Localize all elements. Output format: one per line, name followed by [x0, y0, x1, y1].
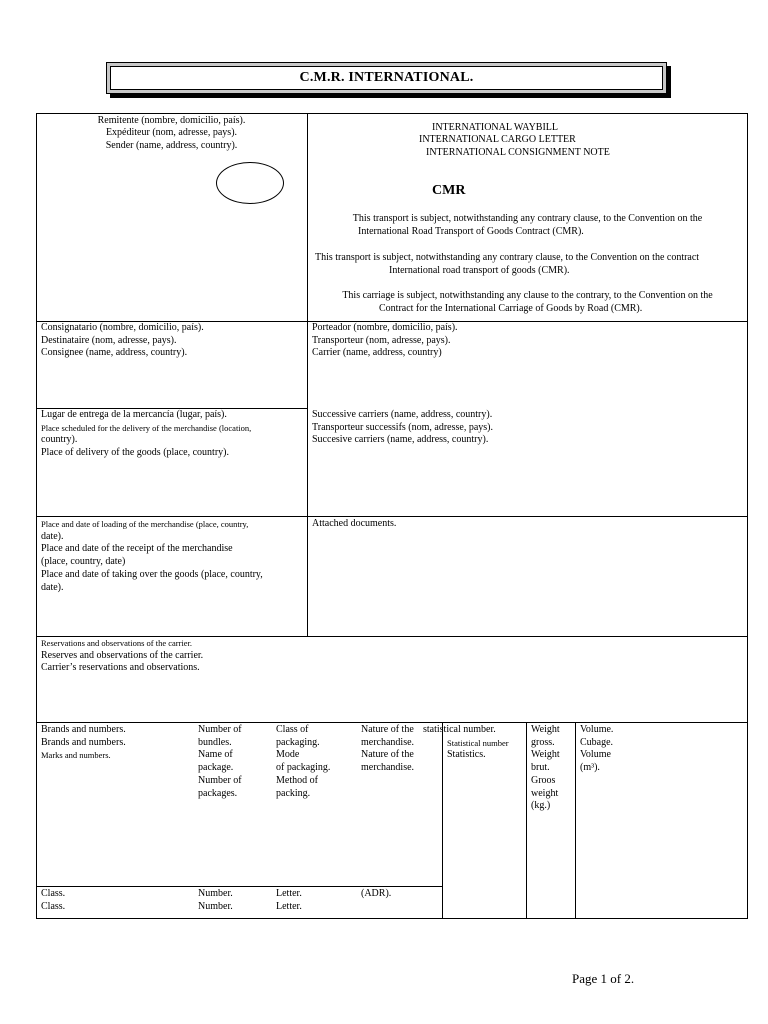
- bundles-line-2: bundles.: [198, 737, 232, 748]
- notice-1-line-1: This transport is subject, notwithstanding any contrary clause, to the Convention on the: [352, 213, 703, 224]
- packaging-line-5: Method of: [276, 775, 318, 786]
- page-number: Page 1 of 2.: [572, 971, 635, 986]
- carrier-label-es: Porteador (nombre, domicilio, país).: [312, 322, 458, 333]
- bundles-line-1: Number of: [198, 724, 242, 735]
- notice-3-line-2: Contract for the International Carriage of Goods by Road (CMR).: [379, 303, 643, 314]
- consignee-label-en: Consignee (name, address, country).: [41, 347, 188, 358]
- delivery-label-alt-cont: country).: [41, 434, 78, 445]
- loading-label-2-cont: (place, country, date): [41, 556, 126, 567]
- weight-line-7: (kg.): [531, 800, 551, 811]
- title-box: [106, 62, 667, 94]
- consignee-label-es: Consignatario (nombre, domicilio, país).: [41, 322, 204, 333]
- packaging-line-3: Mode: [276, 749, 300, 760]
- packaging-line-1: Class of: [276, 724, 309, 735]
- weight-line-5: Groos: [531, 775, 556, 786]
- brands-label-1: Brands and numbers.: [41, 724, 126, 735]
- reservations-label-3: Carrier’s reservations and observations.: [41, 662, 200, 673]
- adr-letter-1: Letter.: [276, 888, 302, 899]
- delivery-label-es: Lugar de entrega de la mercancía (lugar, país).: [41, 409, 227, 420]
- document-title: C.M.R. INTERNATIONAL.: [110, 66, 663, 90]
- loading-label-3-cont: date).: [41, 582, 64, 593]
- volume-line-1: Volume.: [580, 724, 614, 735]
- delivery-label-alt: Place scheduled for the delivery of the merchandise (location,: [41, 423, 252, 433]
- bundles-line-6: packages.: [198, 788, 238, 799]
- nature-line-1: Nature of the: [361, 724, 414, 735]
- bundles-line-5: Number of: [198, 775, 242, 786]
- adr-label: (ADR).: [361, 888, 392, 899]
- successive-label-3: Succesive carriers (name, address, country).: [312, 434, 489, 445]
- adr-number-1: Number.: [198, 888, 233, 899]
- volume-line-2: Cubage.: [580, 737, 614, 748]
- statistical-line-3: Statistics.: [447, 749, 486, 760]
- loading-label-1: Place and date of loading of the merchandise (place, country,: [41, 519, 249, 529]
- adr-class-2: Class.: [41, 901, 66, 912]
- loading-label-3: Place and date of taking over the goods (place, country,: [41, 569, 263, 580]
- sender-label-fr: Expéditeur (nom, adresse, pays).: [105, 127, 238, 138]
- attached-documents-label: Attached documents.: [312, 518, 397, 529]
- carrier-label-fr: Transporteur (nom, adresse, pays).: [312, 335, 451, 346]
- nature-line-2: merchandise.: [361, 737, 415, 748]
- packaging-line-6: packing.: [276, 788, 311, 799]
- stamp-oval: [216, 162, 284, 204]
- adr-number-2: Number.: [198, 901, 233, 912]
- successive-label-1: Successive carriers (name, address, country).: [312, 409, 493, 420]
- notice-3-line-1: This carriage is subject, notwithstanding any clause to the contrary, to the Convention on the: [342, 290, 713, 301]
- weight-line-1: Weight: [531, 724, 560, 735]
- statistical-line-2: Statistical number: [447, 738, 509, 748]
- reservations-label-1: Reservations and observations of the carrier.: [41, 638, 193, 648]
- carrier-label-en: Carrier (name, address, country): [312, 347, 442, 358]
- waybill-name-3: INTERNATIONAL CONSIGNMENT NOTE: [426, 147, 610, 158]
- adr-letter-2: Letter.: [276, 901, 302, 912]
- weight-line-4: brut.: [531, 762, 550, 773]
- cmr-code: CMR: [432, 183, 466, 198]
- waybill-name-1: INTERNATIONAL WAYBILL: [432, 122, 559, 133]
- brands-label-3: Marks and numbers.: [41, 750, 111, 760]
- packaging-line-2: packaging.: [276, 737, 320, 748]
- reservations-label-2: Reserves and observations of the carrier.: [41, 650, 204, 661]
- nature-line-3: Nature of the: [361, 749, 414, 760]
- volume-line-3: Volume: [580, 749, 611, 760]
- weight-line-2: gross.: [531, 737, 555, 748]
- notice-2-line-1: This transport is subject, notwithstanding any contrary clause, to the Convention on the contract: [315, 252, 700, 263]
- delivery-label-en: Place of delivery of the goods (place, country).: [41, 447, 229, 458]
- sender-label-en: Sender (name, address, country).: [105, 140, 238, 151]
- sender-label-es: Remitente (nombre, domicilio, país).: [97, 115, 246, 126]
- loading-label-1-cont: date).: [41, 531, 64, 542]
- adr-class-1: Class.: [41, 888, 66, 899]
- weight-line-6: weight: [531, 788, 559, 799]
- weight-line-3: Weight: [531, 749, 560, 760]
- volume-line-4: (m³).: [580, 762, 600, 773]
- consignee-label-fr: Destinataire (nom, adresse, pays).: [41, 335, 177, 346]
- packaging-line-4: of packaging.: [276, 762, 331, 773]
- waybill-name-2: INTERNATIONAL CARGO LETTER: [419, 134, 576, 145]
- bundles-line-4: package.: [198, 762, 234, 773]
- notice-1-line-2: International Road Transport of Goods Contract (CMR).: [358, 226, 584, 237]
- statistical-line-1: statistical number.: [423, 724, 496, 735]
- successive-label-fr: Transporteur successifs (nom, adresse, pays).: [312, 422, 493, 433]
- loading-label-2: Place and date of the receipt of the merchandise: [41, 543, 233, 554]
- nature-line-4: merchandise.: [361, 762, 415, 773]
- bundles-line-3: Name of: [198, 749, 233, 760]
- brands-label-2: Brands and numbers.: [41, 737, 126, 748]
- notice-2-line-2: International road transport of goods (CMR).: [389, 265, 570, 276]
